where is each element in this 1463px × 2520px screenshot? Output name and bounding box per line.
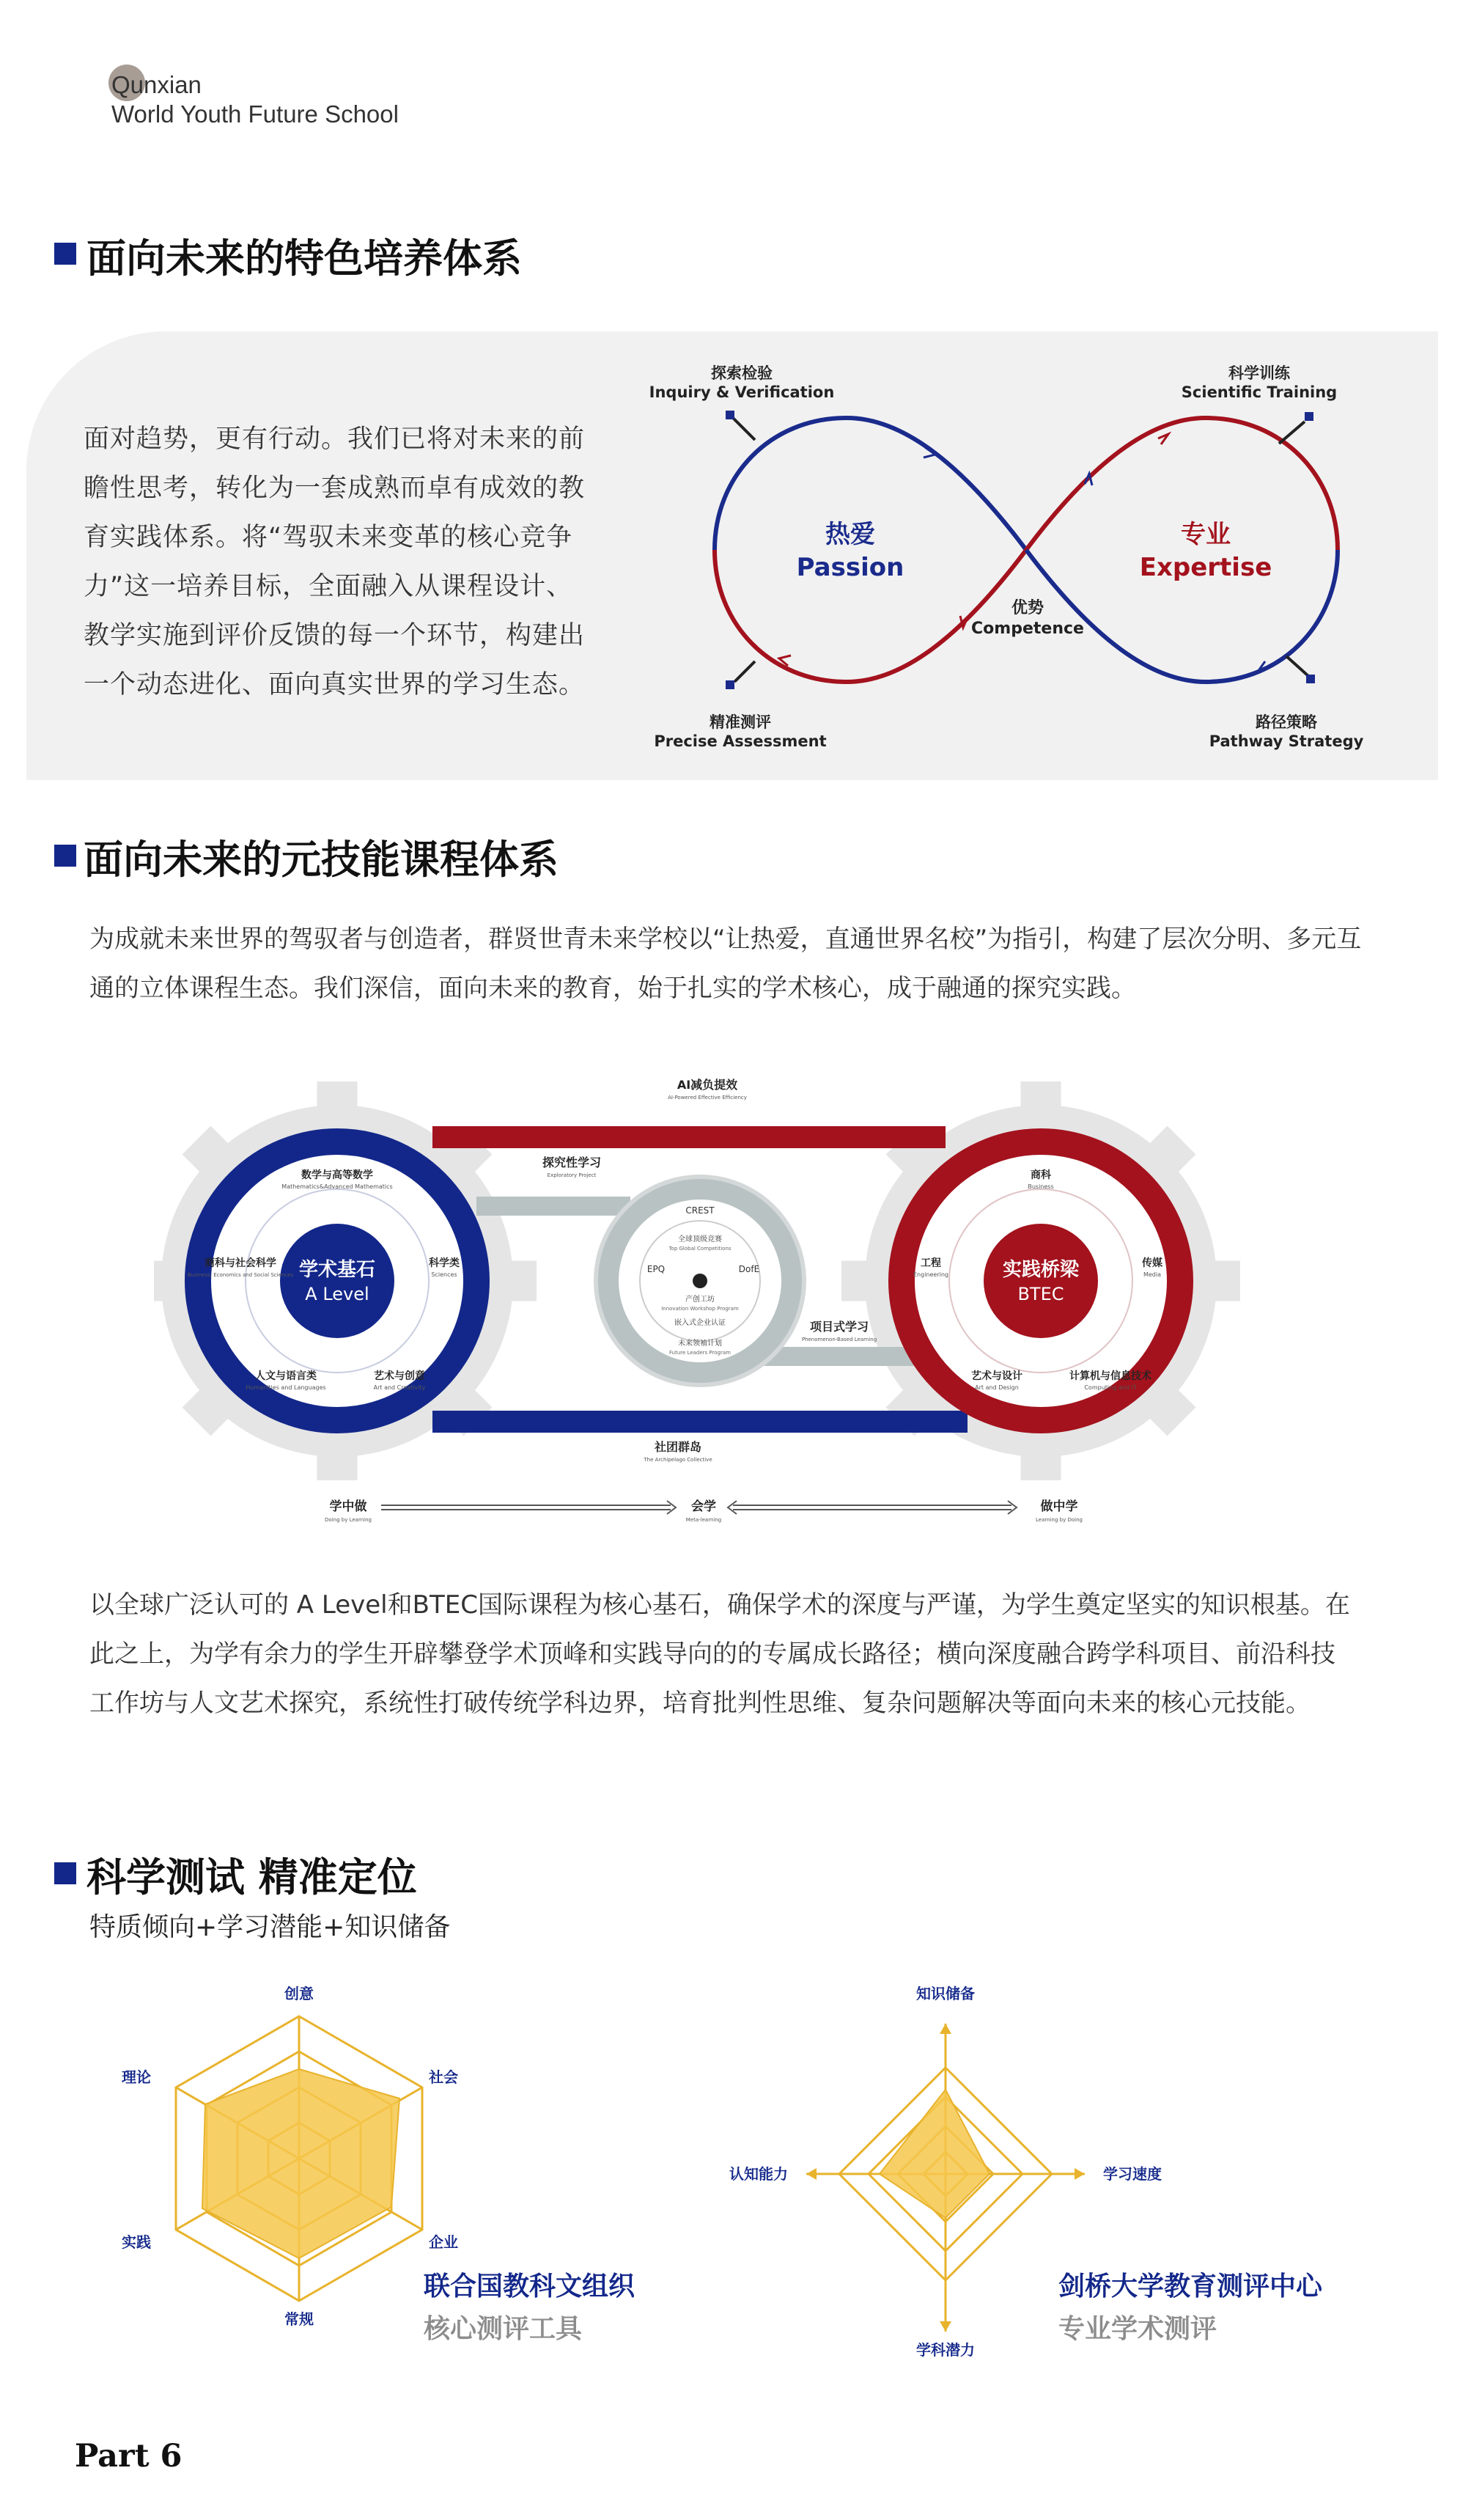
logo-line2: World Youth Future School — [111, 100, 399, 128]
section2-title: 面向未来的元技能课程体系 — [84, 837, 559, 883]
part-label: Part 6 — [75, 2438, 183, 2475]
mid-item-1: 全球顶级竞赛 — [678, 1235, 722, 1244]
radar1-label-0: 创意 — [284, 1985, 314, 2002]
left-item-4: 商科与社会科学 — [204, 1257, 276, 1269]
expertise-cn: 专业 — [1181, 520, 1231, 549]
club-label: 社团群岛 — [654, 1440, 702, 1454]
section1-marker — [54, 243, 76, 265]
svg-text:Sciences: Sciences — [431, 1271, 457, 1278]
inquiry-cn: 探索检验 — [711, 364, 773, 382]
mid-item-4: 产创工坊 — [685, 1296, 715, 1304]
svg-text:Innovation Workshop Program: Innovation Workshop Program — [661, 1306, 739, 1312]
section2-para2: 以全球广泛认可的 A Level和BTEC国际课程为核心基石，确保学术的深度与严谨，为学生奠定坚实的知识根基。在此之上，为学有余力的学生开辟攀登学术顶峰和实践导向的的专属成长路径；横向深度融合跨学科项目、前沿科技工作坊与人文艺术探究，系统性打破传统学科边界，培育批判性思维、复杂问题解决等面向未来的核心元技能。 — [89, 1590, 1350, 1718]
scale-0: 学中做 — [329, 1499, 367, 1514]
radar2-org: 剑桥大学教育测评中心 — [1058, 2271, 1323, 2302]
radar1-label-2: 企业 — [429, 2233, 458, 2251]
radar1-area — [202, 2069, 399, 2258]
logo-line1: Qunxian — [111, 71, 202, 98]
competence-en: Competence — [971, 620, 1084, 638]
svg-text:Engineering: Engineering — [913, 1271, 948, 1278]
alevel-en: A Level — [305, 1284, 369, 1304]
mid-item-5: 嵌入式企业认证 — [674, 1319, 726, 1327]
svg-text:Art and Design: Art and Design — [975, 1384, 1019, 1391]
school-logo-text — [111, 70, 399, 129]
svg-text:Computing and IT: Computing and IT — [1084, 1384, 1137, 1391]
radar2-tool: 专业学术测评 — [1058, 2314, 1217, 2344]
scale-1: 会学 — [691, 1499, 716, 1514]
left-item-0: 数学与高等数学 — [301, 1169, 373, 1181]
scale-2: 做中学 — [1040, 1499, 1078, 1514]
expertise-en: Expertise — [1139, 553, 1272, 582]
left-item-3: 人文与语言类 — [255, 1370, 317, 1382]
right-item-3: 艺术与设计 — [971, 1370, 1022, 1382]
svg-text:Mathematics&Advanced Mathemati: Mathematics&Advanced Mathematics — [281, 1183, 393, 1190]
inquiry-label: 探究性学习 — [542, 1156, 602, 1169]
scientific-en: Scientific Training — [1181, 383, 1338, 401]
svg-text:The Archipelago Collective: The Archipelago Collective — [644, 1457, 712, 1463]
right-item-1: 传媒 — [1142, 1257, 1162, 1269]
radar1-tool: 核心测评工具 — [424, 2314, 583, 2344]
svg-text:Humanities and Languages: Humanities and Languages — [246, 1384, 326, 1391]
assessment-cn: 精准测评 — [710, 713, 771, 731]
right-item-2: 计算机与信息技术 — [1069, 1370, 1151, 1382]
alevel-cn: 学术基石 — [298, 1259, 376, 1281]
left-item-2: 艺术与创意 — [374, 1370, 425, 1382]
gear-diagram — [154, 1067, 1268, 1543]
svg-text:Future Leaders Program: Future Leaders Program — [669, 1350, 731, 1356]
radar1-label-1: 社会 — [429, 2068, 458, 2086]
section3-subtitle: 特质倾向+学习潜能+知识储备 — [89, 1912, 451, 1942]
left-item-1: 科学类 — [429, 1257, 460, 1269]
assessment-en: Precise Assessment — [654, 732, 827, 750]
right-item-4: 工程 — [921, 1257, 941, 1269]
mid-item-2: EPQ — [646, 1264, 666, 1274]
svg-text:Art and Creativity: Art and Creativity — [373, 1384, 426, 1391]
passion-cn: 热爱 — [825, 520, 875, 549]
infinity-diagram — [645, 345, 1378, 770]
section2-marker — [54, 845, 76, 867]
radar-diamond — [718, 1980, 1363, 2361]
mid-item-3: DofE — [738, 1264, 760, 1274]
radar-hexagon — [103, 1980, 704, 2361]
radar2-label-2: 学科潜力 — [916, 2341, 975, 2359]
radar1-label-5: 理论 — [122, 2068, 151, 2086]
right-item-0: 商科 — [1031, 1169, 1051, 1181]
left-gear-hub — [280, 1224, 394, 1338]
radar1-label-3: 常规 — [284, 2310, 314, 2328]
competence-cn: 优势 — [1011, 599, 1044, 617]
svg-text:Exploratory Project: Exploratory Project — [547, 1172, 597, 1178]
svg-text:Meta-learning: Meta-learning — [685, 1517, 722, 1523]
inquiry-en: Inquiry & Verification — [649, 383, 835, 401]
mid-item-0: CREST — [685, 1205, 715, 1216]
radar2-area — [880, 2090, 990, 2218]
pathway-cn: 路径策略 — [1256, 713, 1317, 731]
scientific-cn: 科学训练 — [1228, 364, 1290, 382]
radar2-label-3: 认知能力 — [729, 2165, 788, 2183]
svg-text:Media: Media — [1143, 1271, 1162, 1278]
radar2-label-0: 知识储备 — [916, 1985, 975, 2002]
section1-intro: 面对趋势，更有行动。我们已将对未来的前瞻性思考，转化为一套成熟而卓有成效的教育实践体系。将“驾驭未来变革的核心竞争力”这一培养目标，全面融入从课程设计、教学实施到评价反馈的每一个环节，构建出一个动态进化、面向真实世界的学习生态。 — [84, 425, 586, 699]
section1-title: 面向未来的特色培养体系 — [86, 235, 522, 282]
ai-label: AI减负提效 — [677, 1078, 738, 1092]
section2-para1: 为成就未来世界的驾驭者与创造者，群贤世青未来学校以“让热爱，直通世界名校”为指引，构建了层次分明、多元互通的立体课程生态。我们深信，面向未来的教育，始于扎实的学术核心，成于融通的探究实践。 — [89, 925, 1362, 1003]
section3-marker — [54, 1862, 76, 1884]
svg-text:Top Global Competitions: Top Global Competitions — [668, 1246, 732, 1252]
btec-en: BTEC — [1017, 1284, 1064, 1304]
svg-text:Phenomenon-Based Learning: Phenomenon-Based Learning — [801, 1337, 877, 1342]
radar1-label-4: 实践 — [122, 2233, 151, 2251]
btec-cn: 实践桥梁 — [1002, 1259, 1080, 1281]
svg-text:Doing by Learning: Doing by Learning — [325, 1517, 372, 1523]
project-label: 项目式学习 — [809, 1320, 869, 1334]
radar2-label-1: 学习速度 — [1103, 2165, 1162, 2183]
radar1-org: 联合国教科文组织 — [424, 2271, 635, 2302]
svg-text:AI-Powered Effective Efficienc: AI-Powered Effective Efficiency — [668, 1095, 747, 1101]
svg-text:Learning by Doing: Learning by Doing — [1036, 1517, 1083, 1523]
right-gear-hub — [984, 1224, 1098, 1338]
passion-en: Passion — [796, 553, 904, 582]
svg-text:Business: Business — [1028, 1183, 1054, 1190]
pathway-en: Pathway Strategy — [1209, 732, 1364, 750]
svg-text:Business, Economics and Social: Business, Economics and Social Sciences — [187, 1272, 294, 1278]
mid-item-6: 未来领袖计划 — [678, 1340, 722, 1348]
section3-title: 科学测试 精准定位 — [86, 1854, 417, 1900]
